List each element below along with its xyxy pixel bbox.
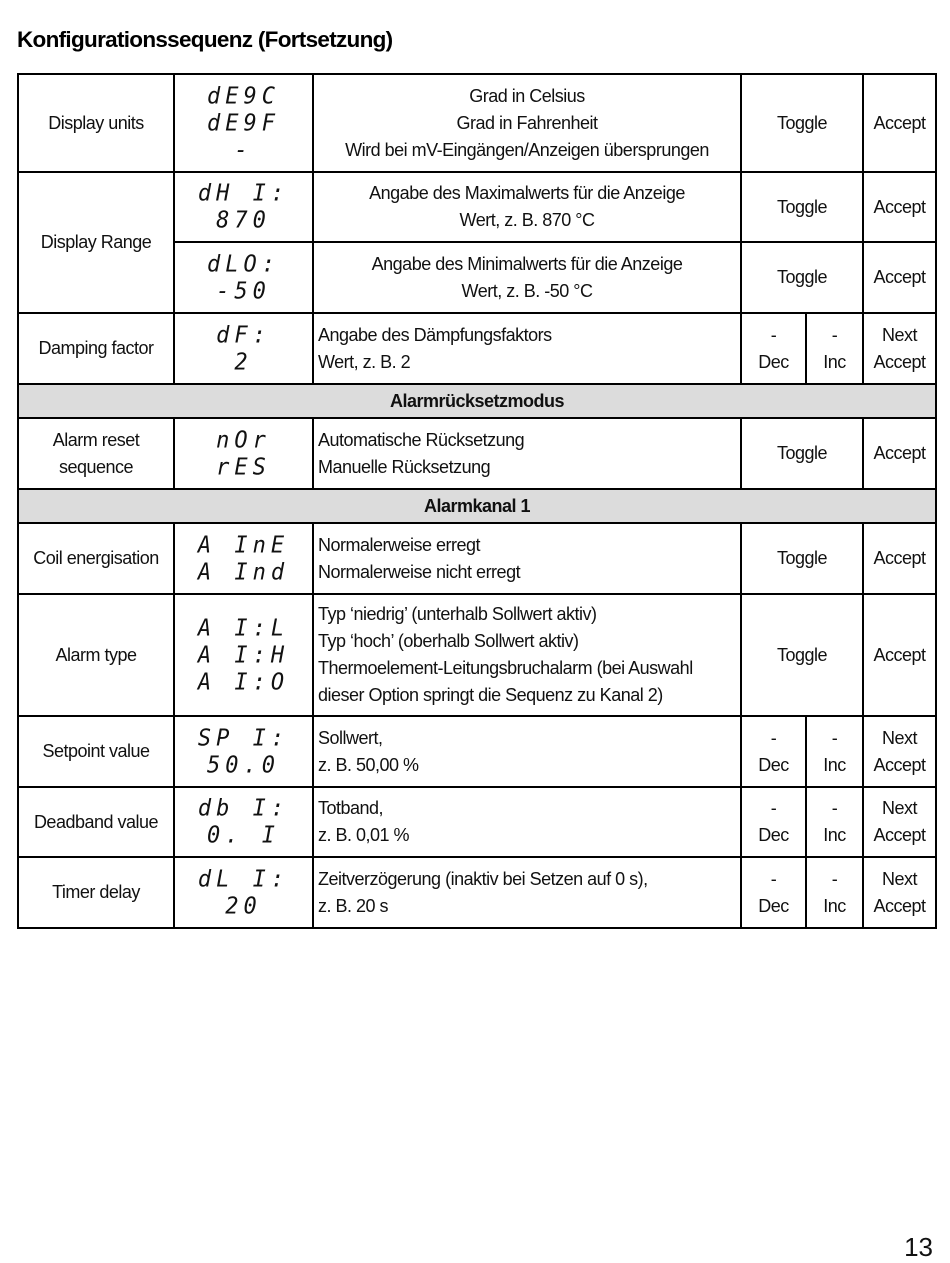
description-line: Angabe des Minimalwerts für die Anzeige — [371, 253, 683, 274]
dec-label: Dec — [758, 754, 789, 775]
row-description — [313, 787, 741, 857]
display-code-line: 20 — [225, 892, 262, 920]
description-line: Manuelle Rücksetzung — [318, 456, 491, 477]
description-line: Angabe des Dämpfungsfaktors — [318, 324, 552, 345]
next-label: Next — [882, 798, 918, 818]
inc-label: Inc — [823, 754, 846, 775]
display-code-line: -50 — [216, 277, 271, 305]
dec-label: Dec — [758, 895, 789, 916]
description-line: z. B. 50,00 % — [318, 754, 419, 775]
display-code-line: nOr — [216, 426, 271, 454]
display-code-line: A Ind — [197, 558, 290, 586]
dash-mark: - — [770, 868, 777, 889]
inc-label: Inc — [823, 825, 846, 845]
description-line: Wert, z. B. 870 °C — [459, 210, 595, 230]
dash-mark: - — [831, 868, 838, 889]
row-setpoint-value — [18, 716, 936, 787]
page-number: 13 — [904, 1232, 933, 1262]
display-code-line: A I:H — [197, 641, 290, 669]
row-label: Display units — [18, 74, 174, 172]
row-description — [313, 857, 741, 928]
row-label: Display Range — [18, 172, 174, 313]
next-accept-action — [863, 716, 936, 787]
accept-action: Accept — [863, 242, 936, 313]
row-label: Damping factor — [18, 313, 174, 384]
display-code-line: dL I: — [197, 865, 290, 893]
display-code — [174, 313, 313, 384]
row-alarm-type — [18, 594, 936, 716]
row-display-units — [18, 74, 936, 172]
accept-action: Accept — [863, 74, 936, 172]
next-accept-action — [863, 313, 936, 384]
dec-action — [741, 716, 806, 787]
row-timer-delay — [18, 857, 936, 928]
row-description — [313, 242, 741, 313]
accept-label: Accept — [873, 351, 926, 372]
dash-mark: - — [770, 798, 777, 818]
section-heading: Alarmkanal 1 — [18, 489, 936, 523]
dash-mark: - — [831, 727, 838, 748]
dec-action — [741, 787, 806, 857]
display-code-line: dE9F — [207, 109, 280, 137]
display-code-line: dF: — [216, 321, 271, 349]
display-code-line: 50.0 — [207, 751, 280, 779]
accept-action: Accept — [863, 172, 936, 242]
accept-action: Accept — [863, 523, 936, 594]
display-code-line: A InE — [197, 531, 290, 559]
dec-action — [741, 313, 806, 384]
display-code — [174, 716, 313, 787]
next-label: Next — [882, 868, 918, 889]
display-code-line: 870 — [216, 207, 271, 234]
inc-label: Inc — [823, 895, 846, 916]
row-description — [313, 523, 741, 594]
label-line: sequence — [58, 456, 134, 477]
row-description — [313, 74, 741, 172]
toggle-action: Toggle — [741, 418, 863, 489]
description-line: Grad in Celsius — [469, 85, 585, 106]
inc-action — [806, 857, 863, 928]
display-code — [174, 523, 313, 594]
description-line: Normalerweise erregt — [318, 534, 481, 555]
next-accept-action — [863, 787, 936, 857]
accept-action: Accept — [863, 594, 936, 716]
inc-action — [806, 716, 863, 787]
description-line: z. B. 20 s — [318, 895, 389, 916]
row-damping-factor — [18, 313, 936, 384]
row-label: Timer delay — [18, 857, 174, 928]
toggle-action: Toggle — [741, 242, 863, 313]
row-alarm-reset — [18, 418, 936, 489]
row-deadband-value — [18, 787, 936, 857]
row-description — [313, 313, 741, 384]
dash-mark: - — [831, 324, 838, 345]
configuration-table — [17, 73, 937, 929]
toggle-action: Toggle — [741, 172, 863, 242]
display-code — [174, 857, 313, 928]
display-code-line: db I: — [197, 795, 290, 822]
display-code-line: SP I: — [197, 724, 290, 752]
description-line: Wert, z. B. -50 °C — [461, 280, 593, 301]
row-coil-energisation — [18, 523, 936, 594]
toggle-action: Toggle — [741, 523, 863, 594]
dash-mark: - — [770, 324, 777, 345]
display-code-line: 2 — [234, 348, 253, 376]
accept-label: Accept — [873, 754, 926, 775]
description-line: Automatische Rücksetzung — [318, 429, 525, 450]
accept-action: Accept — [863, 418, 936, 489]
dec-label: Dec — [758, 825, 789, 845]
description-line: Normalerweise nicht erregt — [318, 561, 521, 582]
display-code-line: dE9C — [207, 82, 280, 110]
next-label: Next — [882, 727, 918, 748]
label-line: Alarm reset — [52, 429, 140, 450]
next-accept-action — [863, 857, 936, 928]
description-line: Totband, — [318, 798, 384, 818]
row-description — [313, 716, 741, 787]
description-line: dieser Option springt die Sequenz zu Kanal 2) — [318, 685, 663, 705]
toggle-action: Toggle — [741, 74, 863, 172]
row-description — [313, 172, 741, 242]
description-line: Wert, z. B. 2 — [318, 351, 411, 372]
display-code-line: A I:O — [197, 668, 290, 696]
dec-label: Dec — [758, 351, 789, 372]
display-code-line: rES — [216, 453, 271, 481]
row-label: Deadband value — [18, 787, 174, 857]
row-label: Coil energisation — [18, 523, 174, 594]
inc-action — [806, 313, 863, 384]
row-label: Setpoint value — [18, 716, 174, 787]
display-code — [174, 74, 313, 172]
inc-label: Inc — [823, 351, 846, 372]
page-title: Konfigurationssequenz (Fortsetzung) — [17, 27, 393, 52]
next-label: Next — [882, 324, 918, 345]
section-heading: Alarmrücksetzmodus — [18, 384, 936, 418]
row-display-range-max — [18, 172, 936, 242]
description-line: Thermoelement-Leitungsbruchalarm (bei Auswahl — [318, 658, 693, 678]
display-code-line: dH I: — [197, 180, 290, 207]
description-line: Grad in Fahrenheit — [456, 112, 598, 133]
description-line: z. B. 0,01 % — [318, 825, 410, 845]
description-line: Typ ‘niedrig’ (unterhalb Sollwert aktiv) — [318, 604, 597, 624]
section-alarm-channel-1 — [18, 489, 936, 523]
row-description — [313, 418, 741, 489]
description-line: Sollwert, — [318, 727, 383, 748]
display-code — [174, 172, 313, 242]
row-label: Alarm type — [18, 594, 174, 716]
display-code — [174, 787, 313, 857]
display-code — [174, 418, 313, 489]
display-code — [174, 242, 313, 313]
dec-action — [741, 857, 806, 928]
description-line: Angabe des Maximalwerts für die Anzeige — [369, 183, 685, 203]
description-line: Typ ‘hoch’ (oberhalb Sollwert aktiv) — [318, 631, 579, 651]
toggle-action: Toggle — [741, 594, 863, 716]
dash-mark: - — [831, 798, 838, 818]
display-code-line: A I:L — [197, 614, 290, 642]
accept-label: Accept — [873, 825, 926, 845]
row-label — [18, 418, 174, 489]
dash-mark: - — [770, 727, 777, 748]
section-alarm-reset-mode — [18, 384, 936, 418]
inc-action — [806, 787, 863, 857]
display-code-line: - — [234, 136, 253, 164]
accept-label: Accept — [873, 895, 926, 916]
display-code — [174, 594, 313, 716]
description-line: Zeitverzögerung (inaktiv bei Setzen auf 0 s), — [318, 868, 648, 889]
description-line: Wird bei mV-Eingängen/Anzeigen übersprungen — [345, 139, 709, 160]
display-code-line: dLO: — [207, 250, 280, 278]
row-description — [313, 594, 741, 716]
display-code-line: 0. I — [207, 822, 280, 849]
